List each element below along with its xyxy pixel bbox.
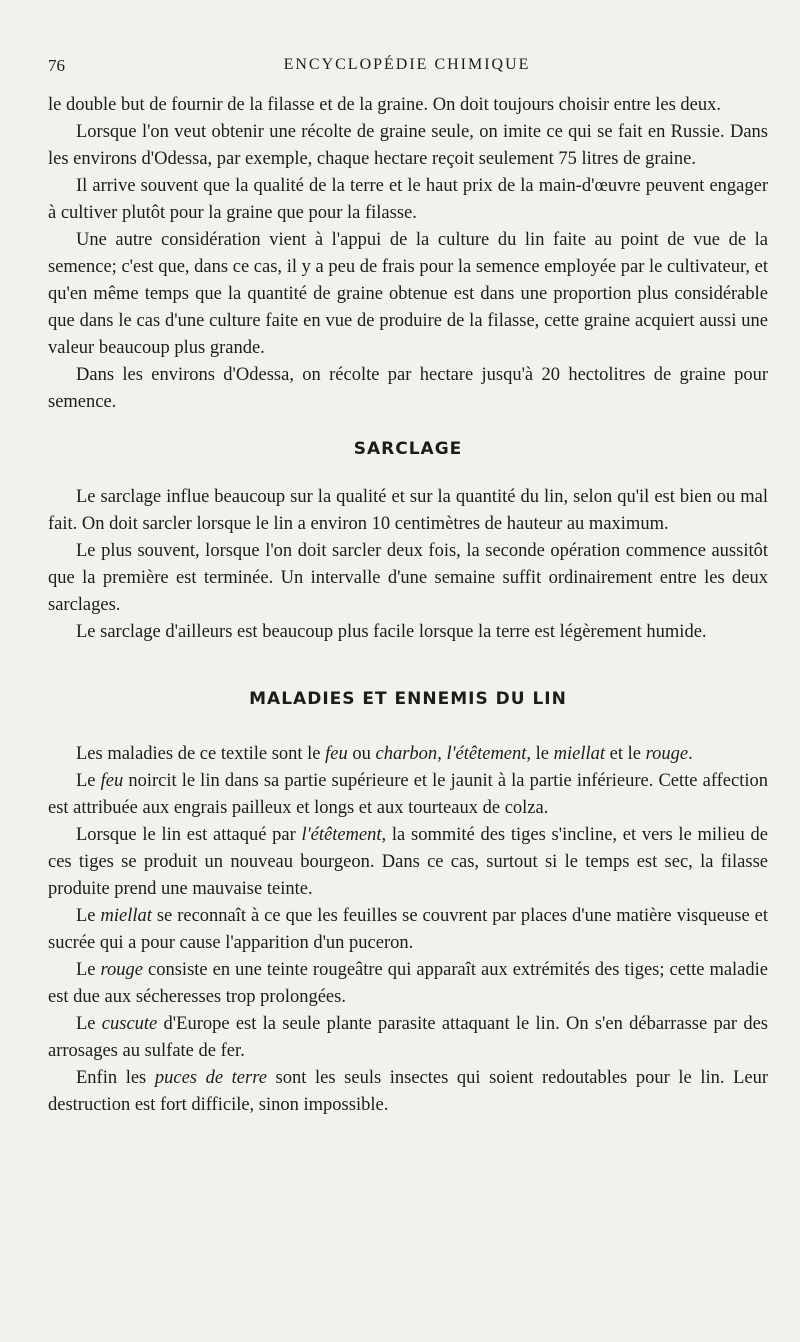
paragraph: Le sarclage influe beaucoup sur la qualité et sur la quantité du lin, selon qu'il est bien ou mal fait. On doit sarcler lorsque le lin a environ 10 centimètres de hauteur au maximum.	[48, 487, 768, 534]
text-run: , la sommité des tiges s'incline, et vers le milieu de ces tiges se produit un nouveau bourgeon. Dans ce cas, surtout si le temps est sec, la filasse produite prend une mauvaise teinte.	[48, 825, 768, 899]
paragraph: Une autre considération vient à l'appui de la culture du lin faite au point de vue de la semence; c'est que, dans ce cas, il y a peu de frais pour la semence employée par le cultivateur, et qu'en même temps que la quantité de graine obtenue est dans une proportion plus considérable que dans le cas d'une culture faite en vue de produire de la filasse, cette graine acquiert aussi une valeur beaucoup plus grande.	[48, 230, 768, 358]
paragraph	[48, 1065, 768, 1119]
italic-term: cuscute	[101, 1014, 158, 1034]
text-run: , le	[526, 744, 554, 764]
italic-term: miellat	[100, 906, 152, 926]
paragraph	[48, 768, 768, 822]
text-run: Le	[76, 960, 101, 980]
text-run: ,	[437, 744, 447, 764]
paragraph: Le plus souvent, lorsque l'on doit sarcler deux fois, la seconde opération commence aussitôt que la première est terminée. Un intervalle d'une semaine suffit ordinairement entre les deux sarclages.	[48, 541, 768, 615]
page-body	[48, 92, 768, 1119]
italic-term: puces de terre	[154, 1068, 267, 1088]
text-run: Le	[76, 771, 101, 791]
paragraph: Lorsque l'on veut obtenir une récolte de graine seule, on imite ce qui se fait en Russie. Dans les environs d'Odessa, par exemple, chaque hectare reçoit seulement 75 litres de graine.	[48, 122, 768, 169]
italic-term: l'étêtement	[301, 825, 382, 845]
paragraph: Il arrive souvent que la qualité de la terre et le haut prix de la main-d'œuvre peuvent engager à cultiver plutôt pour la graine que pour la filasse.	[48, 176, 768, 223]
paragraph: Dans les environs d'Odessa, on récolte par hectare jusqu'à 20 hectolitres de graine pour semence.	[48, 365, 768, 412]
text-run: noircit le lin dans sa partie supérieure et le jaunit à la partie inférieure. Cette affection est attribuée aux engrais pailleux et longs et aux tourteaux de colza.	[48, 771, 769, 818]
section-heading-maladies: MALADIES ET ENNEMIS DU LIN	[249, 689, 567, 709]
paragraph	[48, 957, 768, 1011]
italic-term: feu	[100, 771, 124, 791]
text-run: consiste en une teinte rougeâtre qui apparaît aux extrémités des tiges; cette maladie est due aux sécheresses trop prolongées.	[48, 960, 768, 1007]
text-run: Le	[76, 906, 101, 926]
paragraph: le double but de fournir de la filasse et de la graine. On doit toujours choisir entre les deux.	[48, 95, 722, 115]
text-run: .	[688, 744, 693, 764]
text-run: sont les seuls insectes qui soient redoutables pour le lin. Leur destruction est fort difficile, sinon impossible.	[48, 1068, 769, 1115]
section-heading-sarclage: SARCLAGE	[353, 439, 463, 459]
italic-term: rouge	[645, 744, 689, 764]
text-run: Lorsque le lin est attaqué par	[76, 825, 302, 845]
italic-term: l'étêtement	[446, 744, 527, 764]
paragraph	[48, 903, 768, 957]
text-run: Les maladies de ce textile sont le	[76, 744, 326, 764]
text-run: Le	[76, 1014, 102, 1034]
text-run: Enfin les	[76, 1068, 155, 1088]
italic-term: miellat	[553, 744, 606, 764]
paragraph	[48, 822, 768, 903]
italic-term: charbon	[375, 744, 438, 764]
text-run: d'Europe est la seule plante parasite attaquant le lin. On s'en débarrasse par des arrosages au sulfate de fer.	[48, 1014, 769, 1061]
page-number: 76	[48, 56, 65, 75]
text-run: et le	[605, 744, 646, 764]
text-run: se reconnaît à ce que les feuilles se couvrent par places d'une matière visqueuse et sucrée qui a pour cause l'apparition d'un puceron.	[48, 906, 768, 953]
paragraph	[48, 1011, 768, 1065]
italic-term: rouge	[100, 960, 144, 980]
italic-term: feu	[325, 744, 348, 764]
paragraph: Le sarclage d'ailleurs est beaucoup plus facile lorsque la terre est légèrement humide.	[76, 622, 707, 642]
text-run: ou	[347, 744, 376, 764]
paragraph	[48, 741, 768, 768]
running-title: ENCYCLOPÉDIE CHIMIQUE	[283, 56, 531, 73]
page-header	[48, 56, 766, 82]
